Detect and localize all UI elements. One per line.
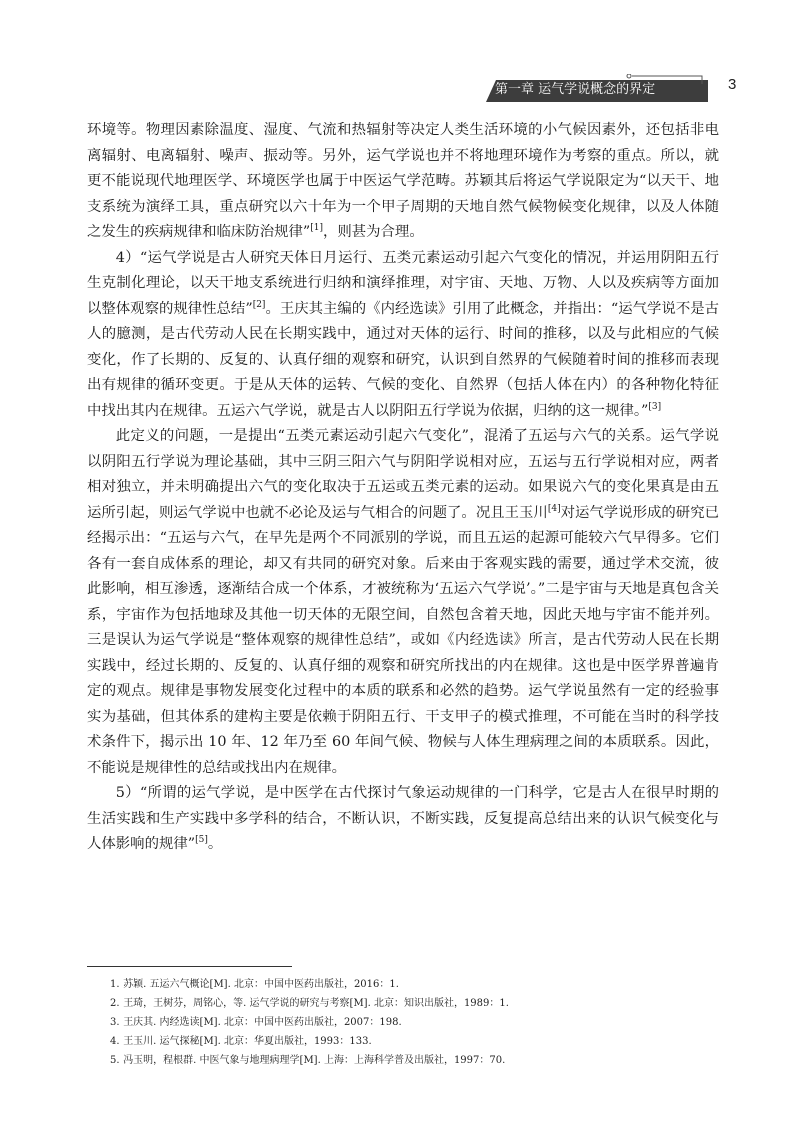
footnote-item <box>110 975 710 994</box>
footnote-number: 5. <box>110 1055 120 1066</box>
chapter-title: 第一章 运气学说概念的界定 <box>495 82 656 97</box>
paragraph-text: 。王庆其主编的《内经选读》引用了此概念，并指出：“运气学说不是古人的臆测，是古代劳动人民在长期实践中，通过对天体的运行、时间的推移，以及与此相应的气候变化，作了长期的、反复的、认真仔细的观察和研究，认识到自然界的气候随着时间的推移而表现出有规律的循环变更。于是从天体的运转、气候的变化、自然界（包括人体在内）的各种物化特征中找出其内在规律。五运六气学说，就是古人以阴阳五行学说为依据，归纳的这一规律。” <box>87 300 719 419</box>
footnote-item <box>110 1013 710 1032</box>
footnote-number: 1. <box>110 979 120 990</box>
footnote-item <box>110 1032 710 1051</box>
paragraph <box>87 781 719 858</box>
footnote-item <box>110 1051 710 1070</box>
paragraph <box>87 246 719 425</box>
citation-ref: [1] <box>310 223 323 234</box>
page-number: 3 <box>728 76 737 93</box>
header-circle <box>627 74 631 78</box>
paragraph <box>87 118 719 246</box>
footnotes <box>110 975 710 1070</box>
citation-ref: [3] <box>648 401 662 412</box>
footnote-number: 2. <box>110 998 120 1009</box>
paragraph-text: 对运气学说形成的研究已经揭示出：“五运与六气，在早先是两个不同派别的学说，而且五运的起源可能较六气早得多。它们各有一套自成体系的理论，却又有共同的研究对象。后来由于客观实践的需要，通过学术交流，彼此影响，相互渗透，逐渐结合成一个体系，才被统称为‘五运六气学说’。”二是宇宙与天地是真包含关系，宇宙作为包括地球及其他一切天体的无限空间，自然包含着天地，因此天地与宇宙不能并列。三是误认为运气学说是“整体观察的规律性总结”，或如《内经选读》所言，是古代劳动人民在长期实践中，经过长期的、反复的、认真仔细的观察和研究所找出的内在规律。这也是中医学界普遍肯定的观点。规律是事物发展变化过程中的本质的联系和必然的趋势。运气学说虽然有一定的经验事实为基础，但其体系的建构主要是依赖于阴阳五行、干支甲子的模式推理，不可能在当时的科学技术条件下，揭示出 10 年、12 年乃至 60 年间气候、物候与人体生理病理之间的本质联系。因此，不能说是规律性的总结或找出内在规律。 <box>87 504 719 776</box>
paragraph-text: 此定义的问题，一是提出“五类元素运动引起六气变化”，混淆了五运与六气的关系。运气学说以阴阳五行学说为理论基础，其中三阴三阳六气与阴阳学说相对应，五运与五行学说相对应，两者相对独立，并未明确提出六气的变化取决于五运或五类元素的运动。如果说六气的变化果真是由五运所引起，则运气学说中也就不必论及运与气相合的问题了。况且王玉川 <box>87 428 719 521</box>
citation-ref: [4] <box>547 503 561 514</box>
paragraph-text: 5）“所谓的运气学说，是中医学在古代探讨气象运动规律的一门科学，它是古人在很早时期的生活实践和生产实践中多学科的结合，不断认识，不断实践，反复提高总结出来的认识气候变化与人体影响的规律” <box>87 785 719 852</box>
paragraph-text: 环境等。物理因素除温度、湿度、气流和热辐射等决定人类生活环境的小气候因素外，还包括非电离辐射、电离辐射、噪声、振动等。另外，运气学说也并不将地理环境作为考察的重点。所以，就更不能说现代地理医学、环境医学也属于中医运气学范畴。苏颖其后将运气学说限定为“以天干、地支系统为演绎工具，重点研究以六十年为一个甲子周期的天地自然气候物候变化规律，以及人体随之发生的疾病规律和临床防治规律” <box>87 122 719 240</box>
footnote-text: 苏颖. 五运六气概论[M]. 北京：中国中医药出版社，2016：1. <box>123 979 399 990</box>
footnote-number: 4. <box>110 1036 120 1047</box>
paragraph-text: ，则甚为合理。 <box>322 224 424 240</box>
citation-ref: [2] <box>252 299 266 310</box>
footnote-number: 3. <box>110 1017 120 1028</box>
footnote-item <box>110 994 710 1013</box>
body-text <box>87 118 719 858</box>
footnote-divider <box>87 966 292 967</box>
citation-ref: [5] <box>195 835 208 846</box>
paragraph-text: 。 <box>207 836 223 852</box>
footnote-text: 王庆其. 内经选读[M]. 北京：中国中医药出版社，2007：198. <box>123 1017 402 1028</box>
footnote-text: 王琦，王树芬，周铭心，等. 运气学说的研究与考察[M]. 北京：知识出版社，1989：1. <box>123 998 509 1009</box>
paragraph-text: 4）“运气学说是古人研究天体日月运行、五类元素运动引起六气变化的情况，并运用阴阳五行生克制化理论，以天干地支系统进行归纳和演绎推理，对宇宙、天地、万物、人以及疾病等方面加以整体观察的规律性总结” <box>87 249 719 317</box>
paragraph <box>87 424 719 781</box>
footnote-text: 王玉川. 运气探秘[M]. 北京：华夏出版社，1993：133. <box>123 1036 372 1047</box>
footnote-text: 冯玉明，程根群. 中医气象与地理病理学[M]. 上海：上海科学普及出版社，1997：70. <box>123 1055 506 1066</box>
